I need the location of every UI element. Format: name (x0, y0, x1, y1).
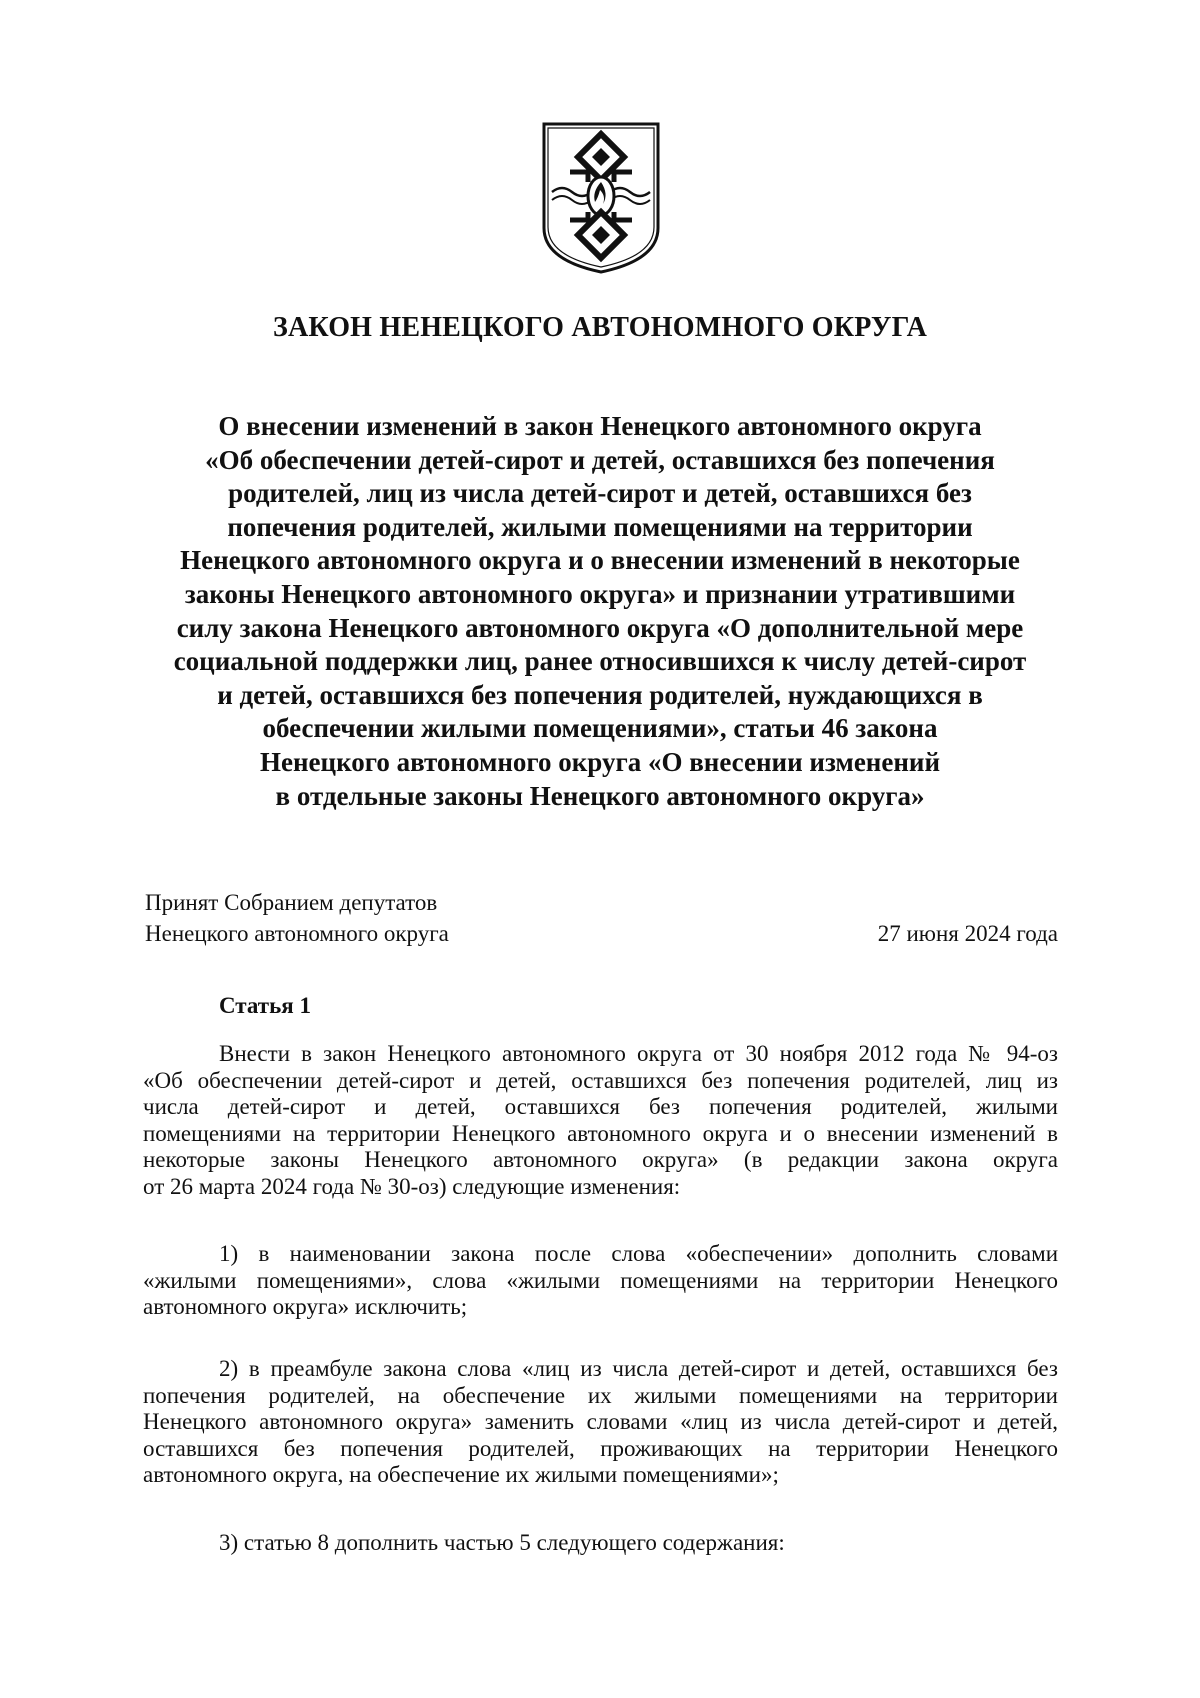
paragraph-line: попечения родителей, на обеспечение их жилыми помещениями на территории (143, 1382, 1058, 1408)
subject-line: родителей, лиц из числа детей-сирот и детей, оставшихся без (228, 478, 972, 509)
coat-of-arms-icon (540, 120, 662, 275)
subject-line: попечения родителей, жилыми помещениями на территории (227, 511, 973, 542)
paragraph-line: некоторые законы Ненецкого автономного округа» (в редакции закона округа (143, 1147, 1058, 1172)
paragraph-line: 1) в наименовании закона после слова «обеспечении» дополнить словами (219, 1241, 1058, 1266)
paragraph-line: числа детей-сирот и детей, оставшихся без попечения родителей, жилыми (143, 1094, 1058, 1119)
paragraph-line: автономного округа» исключить; (143, 1294, 468, 1319)
subject-line: законы Ненецкого автономного округа» и признании утратившими (184, 578, 1016, 609)
subject-line: Ненецкого автономного округа и о внесении изменений в некоторые (180, 545, 1020, 576)
paragraph-line: «жилыми помещениями», слова «жилыми помещениями на территории Ненецкого (143, 1267, 1058, 1293)
paragraph-line: помещениями на территории Ненецкого автономного округа и о внесении изменений в (143, 1120, 1058, 1146)
adoption-line: Принят Собранием депутатов (145, 890, 438, 915)
article-intro-paragraph (143, 1041, 1058, 1200)
list-item-1 (143, 1241, 1058, 1321)
subject-line: Ненецкого автономного округа «О внесении изменений (259, 746, 941, 777)
subject-line: и детей, оставшихся без попечения родителей, нуждающихся в (217, 679, 983, 710)
subject-line: социальной поддержки лиц, ранее относившихся к числу детей-сирот (173, 646, 1027, 677)
adoption-line: Ненецкого автономного округа (145, 921, 449, 946)
paragraph-line: «Об обеспечении детей-сирот и детей, оставшихся без попечения родителей, лиц из (143, 1067, 1058, 1093)
paragraph-line: Ненецкого автономного округа» заменить словами «лиц из числа детей-сирот и детей, (143, 1409, 1058, 1434)
list-item-2 (143, 1356, 1058, 1489)
paragraph-line: Внести в закон Ненецкого автономного округа от 30 ноября 2012 года № 94-оз (219, 1041, 1058, 1066)
paragraph-line: оставшихся без попечения родителей, проживающих на территории Ненецкого (143, 1435, 1058, 1461)
article-heading: Статья 1 (219, 993, 311, 1018)
paragraph-line: автономного округа, на обеспечение их жилыми помещениями»; (143, 1462, 779, 1487)
adoption-date: 27 июня 2024 года (877, 921, 1058, 946)
law-subject (150, 410, 1050, 813)
subject-line: силу закона Ненецкого автономного округа «О дополнительной мере (176, 612, 1024, 643)
adoption-authority (145, 887, 449, 949)
subject-line: в отдельные законы Ненецкого автономного округа» (275, 780, 925, 811)
law-title: ЗАКОН НЕНЕЦКОГО АВТОНОМНОГО ОКРУГА (272, 312, 927, 343)
paragraph-line: 3) статью 8 дополнить частью 5 следующего содержания: (219, 1530, 785, 1555)
paragraph-line: от 26 марта 2024 года № 30-оз) следующие изменения: (143, 1173, 681, 1199)
subject-line: «Об обеспечении детей-сирот и детей, оставшихся без попечения (205, 444, 995, 475)
subject-line: обеспечении жилыми помещениями», статьи 46 закона (262, 713, 938, 744)
paragraph-line: 2) в преамбуле закона слова «лиц из числа детей-сирот и детей, оставшихся без (219, 1356, 1058, 1381)
subject-line: О внесении изменений в закон Ненецкого автономного округа (218, 411, 982, 441)
list-item-3 (143, 1530, 1058, 1557)
